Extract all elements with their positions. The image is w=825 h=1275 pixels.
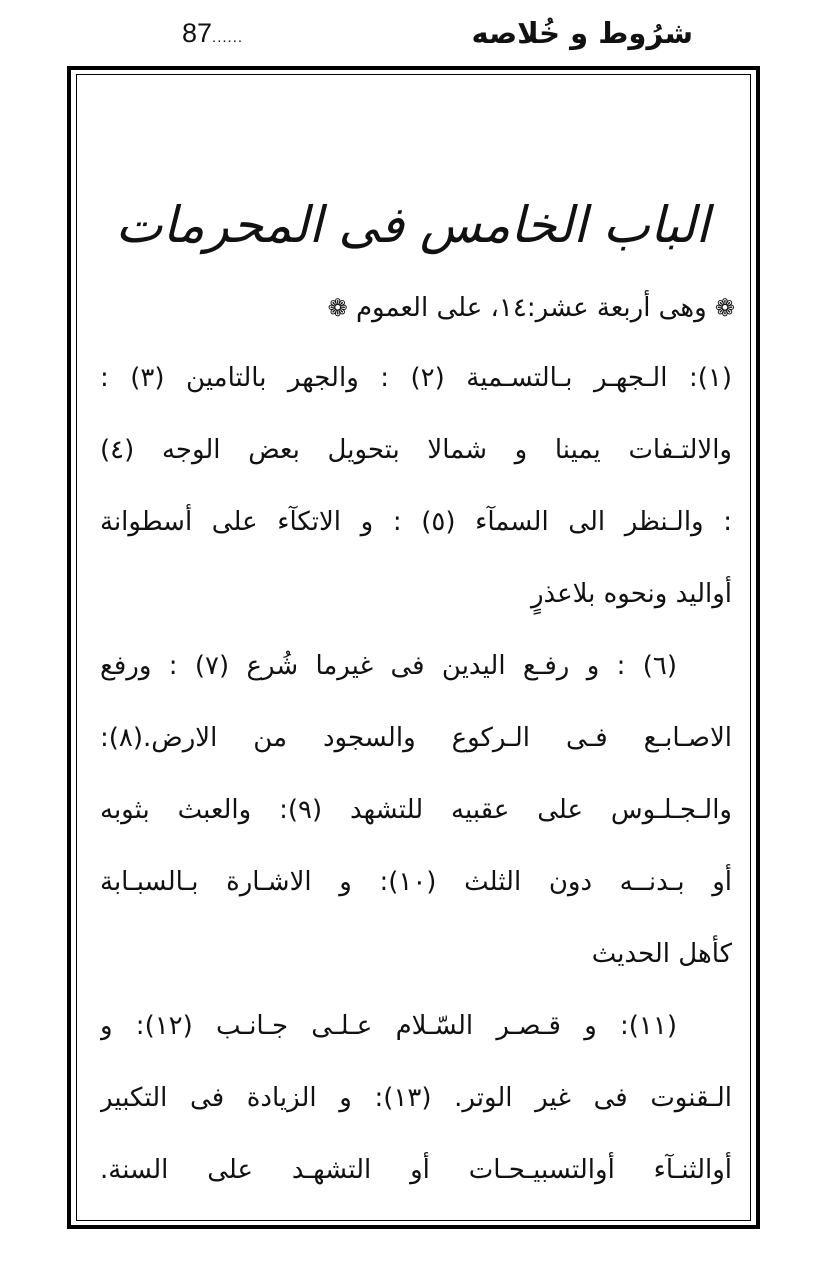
paragraph-3 (100, 990, 732, 1206)
text-line: (٦) : و رفـع اليدين فى غيرما شُرع (٧) : ورفع (100, 651, 678, 681)
text-line: أو بـدنــه دون الثلث (١٠): و الاشـارة بـالسبـابة (100, 867, 732, 897)
ornament-right-icon: ❁ (714, 294, 735, 322)
text-line: والالتـفات يمينا و شمالا بتحويل بعض الوجه (٤) (100, 435, 732, 465)
text-line: الاصـابـع فـى الـركوع والسجود من الارض.(٨): (100, 723, 732, 753)
text-line: أوالثنـآء أوالتسبيـحـات أو التشهـد على السنة. (100, 1155, 732, 1185)
subheading-text: وهى أربعة عشر:١٤، على العموم (355, 293, 707, 323)
text-line: (١١): و قـصـر السّـلام عـلـى جـانـب (١٢): و (100, 1011, 677, 1041)
page-number-dots: ...... (212, 29, 244, 46)
text-line: : والـنظر الى السمآء (٥) : و الاتكآء على أسطوانة (100, 507, 732, 537)
text-line: (١): الـجهـر بـالتسـمية (٢) : والجهر بالتامين (٣) : (100, 363, 732, 393)
paragraph-2 (100, 630, 732, 990)
book-title: شرُوط و خُلاصه (471, 16, 693, 50)
page-number (182, 18, 243, 49)
text-line: والـجـلـوس على عقبيه للتشهد (٩): والعبث بثوبه (100, 795, 732, 825)
page-number-value: 87 (182, 18, 213, 48)
chapter-subheading (90, 288, 735, 328)
text-line: الـقنوت فى غير الوتر. (١٣): و الزيادة فى التكبير (100, 1083, 732, 1113)
text-line: كأهل الحديث (591, 939, 732, 969)
text-line: أواليد ونحوه بلاعذرٍ (530, 579, 732, 609)
ornament-left-icon: ❁ (327, 294, 348, 322)
paragraph-1 (100, 342, 732, 630)
body-text (100, 342, 732, 1206)
chapter-title: الباب الخامس فى المحرمات (115, 196, 710, 254)
